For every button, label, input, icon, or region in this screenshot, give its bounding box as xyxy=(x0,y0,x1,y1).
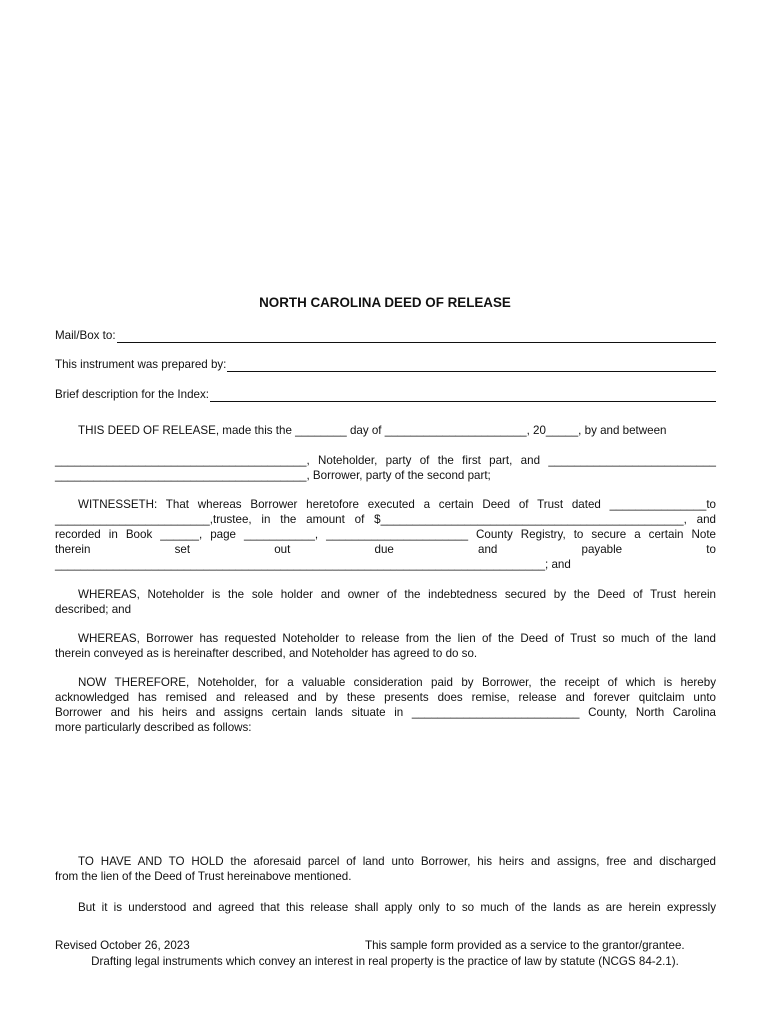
witnesseth-line-2: ________________________,trustee, in the amount of $_______________________________________________, and xyxy=(55,513,716,526)
index-description-line[interactable] xyxy=(210,389,716,402)
witnesseth-line-1: WITNESSETH: That whereas Borrower heretofore executed a certain Deed of Trust dated _______________to xyxy=(78,498,716,511)
parties-line-1: _______________________________________, Noteholder, party of the first part, and __________________________ xyxy=(55,454,716,467)
prepared-by-field[interactable] xyxy=(55,357,716,372)
understood-line-1: But it is understood and agreed that this release shall apply only to so much of the lands as are herein expressly xyxy=(78,901,716,914)
whereas-holder-line-1: WHEREAS, Noteholder is the sole holder and owner of the indebtedness secured by the Deed of Trust herein xyxy=(78,588,716,601)
mail-box-line[interactable] xyxy=(117,330,716,343)
prepared-by-line[interactable] xyxy=(227,359,716,372)
deed-date-line: THIS DEED OF RELEASE, made this the ________ day of ______________________, 20_____, by and between xyxy=(78,424,667,437)
now-therefore-line-1: NOW THEREFORE, Noteholder, for a valuable consideration paid by Borrower, the receipt of which is hereby xyxy=(78,676,716,689)
whereas-request-paragraph xyxy=(55,631,716,661)
parties-line-2: _______________________________________, Borrower, party of the second part; xyxy=(55,469,491,482)
understood-paragraph xyxy=(55,900,716,915)
index-description-label: Brief description for the Index: xyxy=(55,388,210,401)
word-payable: payable xyxy=(581,543,623,556)
witnesseth-line-3: recorded in Book ______, page ___________, ______________________ County Registry, to secure a certain Note xyxy=(55,528,716,541)
whereas-holder-line-2: described; and xyxy=(55,603,132,616)
habendum-paragraph xyxy=(55,854,716,884)
now-therefore-line-3: Borrower and his heirs and assigns certain lands situate in __________________________ County, North Carolina xyxy=(55,706,716,719)
witnesseth-paragraph xyxy=(55,497,716,572)
index-description-field[interactable] xyxy=(55,387,716,402)
word-due: due xyxy=(374,543,394,556)
revised-date: Revised October 26, 2023 xyxy=(55,939,190,952)
whereas-holder-paragraph xyxy=(55,587,716,617)
witnesseth-line-5: ____________________________________________________________________________; and xyxy=(55,558,571,571)
word-out: out xyxy=(274,543,291,556)
now-therefore-line-2: acknowledged has remised and released and by these presents does remise, release and forever quitclaim unto xyxy=(55,691,716,704)
mail-box-label: Mail/Box to: xyxy=(55,329,116,342)
word-therein: therein xyxy=(55,543,91,556)
page-title: NORTH CAROLINA DEED OF RELEASE xyxy=(259,295,511,310)
habendum-line-2: from the lien of the Deed of Trust hereinabove mentioned. xyxy=(55,870,352,883)
service-notice: This sample form provided as a service to the grantor/grantee. xyxy=(365,939,685,952)
habendum-line-1: TO HAVE AND TO HOLD the aforesaid parcel of land unto Borrower, his heirs and assigns, free and discharged xyxy=(78,855,716,868)
whereas-request-line-1: WHEREAS, Borrower has requested Noteholder to release from the lien of the Deed of Trust so much of the land xyxy=(78,632,716,645)
mail-box-field[interactable] xyxy=(55,328,716,343)
now-therefore-paragraph xyxy=(55,675,716,735)
witnesseth-line-4 xyxy=(55,542,716,557)
prepared-by-label: This instrument was prepared by: xyxy=(55,358,227,371)
word-set: set xyxy=(174,543,191,556)
legal-disclaimer: Drafting legal instruments which convey an interest in real property is the practice of law by statute (NCGS 84-2.1). xyxy=(91,955,679,968)
word-to: to xyxy=(706,543,716,556)
word-and: and xyxy=(478,543,498,556)
whereas-request-line-2: therein conveyed as is hereinafter described, and Noteholder has agreed to do so. xyxy=(55,647,478,660)
parties-paragraph xyxy=(55,453,716,483)
now-therefore-line-4: more particularly described as follows: xyxy=(55,721,252,734)
